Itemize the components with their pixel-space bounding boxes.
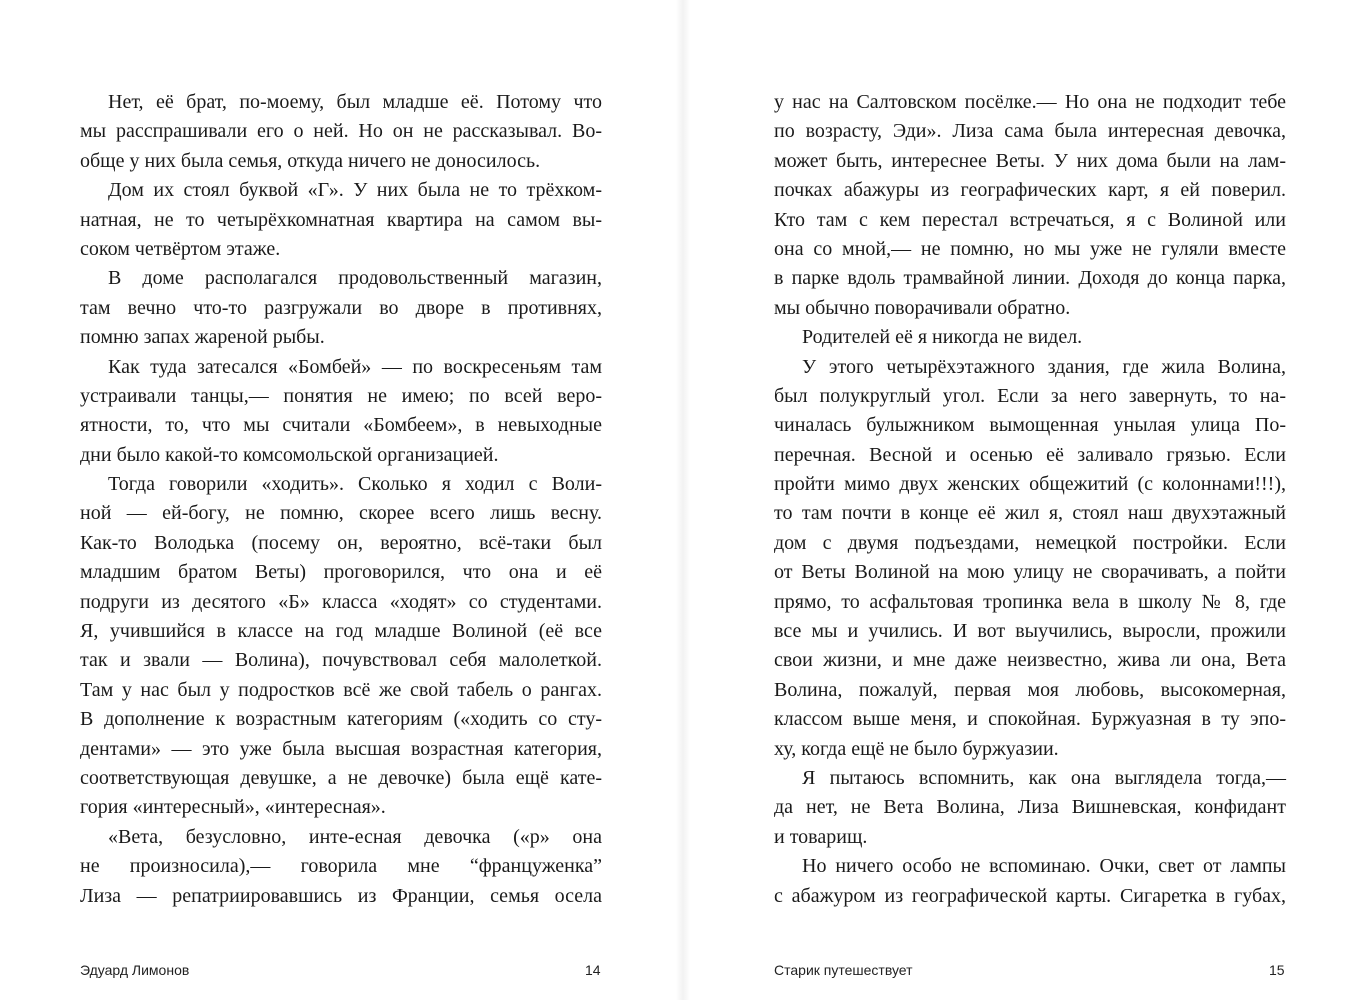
text-line: Тогда говорили «ходить». Сколько я ходил с Воли- <box>108 473 602 496</box>
text-line: мы обычно поворачивали обратно. <box>774 296 1071 319</box>
text-line: все мы и учились. И вот выучились, выросли, прожили <box>774 620 1286 643</box>
text-line: у нас на Салтовском посёлке.— Но она не подходит тебе <box>774 91 1286 113</box>
text-line: В дополнение к возрастным категориям («ходить со сту- <box>80 708 602 731</box>
text-line: Но ничего особо не вспоминаю. Очки, свет от лампы <box>802 855 1286 878</box>
text-line: Кто там с кем перестал встречаться, я с Волиной или <box>774 208 1286 231</box>
text-line: не произносила),— говорила мне “француженка” <box>80 855 602 878</box>
left-page <box>0 0 682 1000</box>
text-line: Там у нас был у подростков всё же свой табель о рангах. <box>80 678 602 701</box>
text-line: Как-то Володька (посему он, вероятно, всё-таки был <box>80 531 602 554</box>
text-line: от Веты Волиной на мою улицу не сворачивать, а пойти <box>774 561 1286 584</box>
text-line: натная, не то четырёхкомнатная квартира на самом вы- <box>80 208 602 231</box>
text-line: ной — ей-богу, не помню, скорее всего лишь весну. <box>80 502 602 525</box>
text-line: пройти мимо двух женских общежитий (с колоннами!!!), <box>774 473 1286 496</box>
page-number-right: 15 <box>1269 962 1285 978</box>
text-line: классом выше меня, и спокойная. Буржуазная в ту эпо- <box>774 708 1286 731</box>
text-line: ятности, то, что мы считали «Бомбеем», в невыходные <box>80 414 602 437</box>
footer-author: Эдуард Лимонов <box>80 962 190 978</box>
text-line: с абажуром из географической карты. Сигаретка в губах, <box>774 884 1286 907</box>
text-line: «Вета, безусловно, инте-есная девочка («р» она <box>108 825 602 848</box>
text-line: Я пытаюсь вспомнить, как она выглядела тогда,— <box>802 766 1286 789</box>
text-line: и товарищ. <box>774 825 868 848</box>
text-line: почках абажуры из географических карт, я ей поверил. <box>774 179 1286 202</box>
text-line: соответствующая девушке, а не девочке) была ещё катe- <box>80 766 602 789</box>
text-line: был полукруглый угол. Если за него завернуть, то на- <box>774 384 1286 407</box>
text-line: она со мной,— не помню, но мы уже не гуляли вместе <box>774 237 1286 260</box>
text-line: то там почти в конце её жил я, стоял наш двухэтажный <box>774 502 1286 525</box>
page-number-left: 14 <box>585 962 601 978</box>
text-line: может быть, интереснее Веты. У них дома были на лам- <box>774 149 1286 172</box>
text-line: ху, когда ещё не было буржуазии. <box>774 737 1059 760</box>
text-line: устраивали танцы,— понятия не имею; по всей веро- <box>80 384 602 407</box>
text-line: Лиза — репатриировавшись из Франции, семья осела <box>80 884 602 907</box>
text-line: соком четвёртом этаже. <box>80 237 281 260</box>
text-line: в парке вдоль трамвайной линии. Доходя до конца парка, <box>774 267 1286 290</box>
text-line: обще у них была семья, откуда ничего не доносилось. <box>80 149 541 172</box>
text-line: гория «интересный», «интересная». <box>80 796 386 819</box>
text-line: У этого четырёхэтажного здания, где жила Волина, <box>802 355 1286 378</box>
text-line: Нет, её брат, по-моему, был младше её. Потому что <box>108 91 602 113</box>
text-line: дентами» — это уже была высшая возрастная категория, <box>80 737 602 760</box>
text-line: Я, учившийся в классе на год младше Волиной (её все <box>80 620 602 643</box>
text-line: В доме располагался продовольственный магазин, <box>108 267 602 290</box>
left-page-body-text <box>80 88 602 911</box>
text-line: Волина, пожалуй, первая моя любовь, высокомерная, <box>774 678 1286 701</box>
text-line: перечная. Весной и осенью её заливало грязью. Если <box>774 443 1286 466</box>
text-line: прямо, то асфальтовая тропинка вела в школу № 8, где <box>774 590 1286 613</box>
text-line: Родителей её я никогда не видел. <box>802 326 1083 349</box>
text-line: дни было какой-то комсомольской организацией. <box>80 443 499 466</box>
text-line: так и звали — Волина), почувствовал себя малолеткой. <box>80 649 602 672</box>
text-line: по возрасту, Эди». Лиза сама была интересная девочка, <box>774 120 1286 143</box>
text-line: да нет, не Вета Волина, Лиза Вишневская, конфидант <box>774 796 1286 819</box>
text-line: помню запах жареной рыбы. <box>80 326 325 349</box>
text-line: Как туда затесался «Бомбей» — по воскресеньям там <box>108 355 602 378</box>
text-line: мы расспрашивали его о ней. Но он не рассказывал. Во- <box>80 120 602 143</box>
right-page <box>682 0 1365 1000</box>
text-line: подруги из десятого «Б» класса «ходят» со студентами. <box>80 590 602 613</box>
text-line: Дом их стоял буквой «Г». У них была не то трёхком- <box>108 179 602 202</box>
text-line: младшим братом Веты) проговорился, что она и её <box>80 561 602 584</box>
right-page-body-text <box>774 88 1286 911</box>
text-line: свои жизни, и мне даже неизвестно, жива ли она, Вета <box>774 649 1286 672</box>
text-line: чиналась булыжником вымощенная унылая улица По- <box>774 414 1286 437</box>
text-line: там вечно что-то разгружали во дворе в противнях, <box>80 296 602 319</box>
footer-book-title: Старик путешествует <box>774 962 913 978</box>
text-line: дом с двумя подъездами, немецкой постройки. Если <box>774 531 1286 554</box>
